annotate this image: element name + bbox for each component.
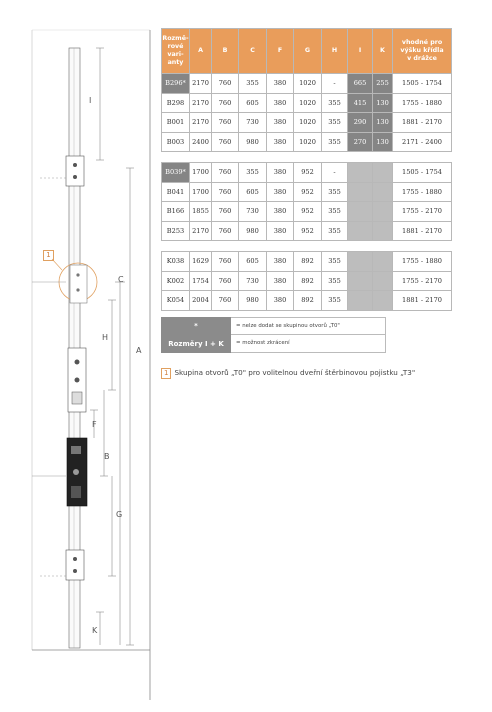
table-cell: 380: [267, 202, 294, 222]
table-cell: 730: [239, 271, 267, 291]
table-header-row: [162, 29, 452, 74]
table-cell: 952: [294, 221, 322, 241]
table-cell: 760: [212, 271, 239, 291]
table-cell: 2170: [190, 93, 212, 113]
table-cell: 380: [267, 132, 294, 152]
table-cell: 760: [212, 221, 239, 241]
table-cell: K038: [162, 252, 190, 272]
table-cell: K002: [162, 271, 190, 291]
callout-marker: 1: [43, 250, 54, 261]
table-cell: [373, 252, 393, 272]
table-cell: [348, 202, 373, 222]
table-row: [162, 271, 452, 291]
table-cell: 1881 - 2170: [393, 221, 452, 241]
legend-key-shortening: Rozměry I + K: [161, 335, 231, 353]
table-cell: [348, 252, 373, 272]
table-header-cell: H: [322, 29, 348, 74]
table-cell: B001: [162, 113, 190, 133]
table-cell: 1020: [294, 74, 322, 94]
table-cell: 760: [212, 113, 239, 133]
table-cell: B296*: [162, 74, 190, 94]
table-cell: 355: [322, 291, 348, 311]
dim-label-i: I: [89, 96, 92, 105]
table-cell: [373, 202, 393, 222]
table-cell: 355: [322, 182, 348, 202]
table-cell: 2170: [190, 74, 212, 94]
table-cell: 380: [267, 182, 294, 202]
dim-label-h: H: [102, 333, 109, 342]
table-cell: 380: [267, 221, 294, 241]
table-cell: [348, 163, 373, 183]
table-cell: B041: [162, 182, 190, 202]
table-cell: 130: [373, 93, 393, 113]
table-cell: 892: [294, 291, 322, 311]
table-cell: 380: [267, 163, 294, 183]
table-cell: 892: [294, 252, 322, 272]
table-cell: 355: [322, 252, 348, 272]
table-cell: 2400: [190, 132, 212, 152]
table-group-gap: [162, 152, 452, 163]
table-row: [162, 221, 452, 241]
table-cell: 2004: [190, 291, 212, 311]
table-cell: 355: [239, 74, 267, 94]
table-cell: 355: [322, 221, 348, 241]
legend: [161, 317, 386, 353]
table-cell: 760: [212, 132, 239, 152]
table-cell: 355: [322, 93, 348, 113]
table-cell: B166: [162, 202, 190, 222]
legend-row-asterisk: [161, 317, 386, 335]
table-cell: 730: [239, 113, 267, 133]
table-cell: 380: [267, 291, 294, 311]
legend-desc-shortening: = možnost zkrácení: [231, 335, 386, 353]
table-cell: 290: [348, 113, 373, 133]
dim-label-b: B: [104, 452, 110, 461]
table-cell: 1755 - 1880: [393, 93, 452, 113]
table-header-cell: vhodné pro výšku křídla v drážce: [393, 29, 452, 74]
table-cell: 380: [267, 252, 294, 272]
table-cell: B003: [162, 132, 190, 152]
table-cell: 760: [212, 163, 239, 183]
lock-drawing: [0, 0, 160, 712]
table-cell: 1700: [190, 182, 212, 202]
table-header-cell: F: [267, 29, 294, 74]
footnote: [161, 368, 415, 379]
footnote-marker: 1: [161, 368, 171, 379]
table-cell: 665: [348, 74, 373, 94]
legend-row-shortening: [161, 335, 386, 353]
dim-label-c: C: [118, 275, 124, 284]
table-cell: 270: [348, 132, 373, 152]
table-cell: 730: [239, 202, 267, 222]
table-cell: 2171 - 2400: [393, 132, 452, 152]
table-cell: 952: [294, 202, 322, 222]
table-cell: 892: [294, 271, 322, 291]
table-cell: [348, 221, 373, 241]
table-row: [162, 182, 452, 202]
table-cell: 2170: [190, 221, 212, 241]
table-cell: 415: [348, 93, 373, 113]
table-row: [162, 163, 452, 183]
table-cell: 1505 - 1754: [393, 163, 452, 183]
table-cell: 1020: [294, 113, 322, 133]
table-cell: [348, 291, 373, 311]
table-row: [162, 252, 452, 272]
table-cell: 1881 - 2170: [393, 291, 452, 311]
table-header-cell: A: [190, 29, 212, 74]
table-cell: 760: [212, 74, 239, 94]
table-cell: [373, 291, 393, 311]
table-cell: 760: [212, 93, 239, 113]
table-cell: 1754: [190, 271, 212, 291]
table-cell: 380: [267, 271, 294, 291]
table-cell: -: [322, 163, 348, 183]
table-cell: 1855: [190, 202, 212, 222]
legend-key-asterisk: *: [161, 317, 231, 335]
table-cell: 1755 - 2170: [393, 271, 452, 291]
table-cell: 255: [373, 74, 393, 94]
table-cell: 355: [239, 163, 267, 183]
table-cell: 380: [267, 93, 294, 113]
table-header-cell: G: [294, 29, 322, 74]
table-cell: B039*: [162, 163, 190, 183]
table-header-cell: C: [239, 29, 267, 74]
table-header-cell: I: [348, 29, 373, 74]
table-cell: [348, 271, 373, 291]
table-header-cell: K: [373, 29, 393, 74]
table-cell: 760: [212, 202, 239, 222]
table-cell: 355: [322, 202, 348, 222]
table-cell: 2170: [190, 113, 212, 133]
table-cell: 130: [373, 132, 393, 152]
table-cell: 980: [239, 291, 267, 311]
gap-cell: [162, 152, 452, 163]
table-cell: 1755 - 2170: [393, 202, 452, 222]
table-group-gap: [162, 241, 452, 252]
table-cell: 1755 - 1880: [393, 252, 452, 272]
table-cell: 980: [239, 132, 267, 152]
table-row: [162, 113, 452, 133]
table-cell: 760: [212, 291, 239, 311]
gap-cell: [162, 241, 452, 252]
table-cell: 760: [212, 252, 239, 272]
table-cell: 355: [322, 271, 348, 291]
table-cell: 1505 - 1754: [393, 74, 452, 94]
table-cell: 1881 - 2170: [393, 113, 452, 133]
table-cell: 1700: [190, 163, 212, 183]
table-row: [162, 291, 452, 311]
table-cell: B253: [162, 221, 190, 241]
dim-label-g: G: [116, 510, 123, 519]
table-cell: [373, 221, 393, 241]
table-cell: 1629: [190, 252, 212, 272]
table-cell: 952: [294, 163, 322, 183]
footnote-text: Skupina otvorů „T0" pro volitelnou dveřní štěrbinovou pojistku „T3": [174, 368, 416, 377]
table-cell: 605: [239, 93, 267, 113]
table-cell: 952: [294, 182, 322, 202]
table-header-cell: B: [212, 29, 239, 74]
table-cell: 355: [322, 132, 348, 152]
table-cell: [373, 182, 393, 202]
table-cell: 980: [239, 221, 267, 241]
table-cell: [348, 182, 373, 202]
dim-label-f: F: [92, 420, 97, 429]
table-cell: 130: [373, 113, 393, 133]
table-cell: 760: [212, 182, 239, 202]
dim-label-a: A: [136, 346, 142, 355]
table-cell: B298: [162, 93, 190, 113]
table-cell: 605: [239, 252, 267, 272]
dimension-table: [161, 28, 452, 311]
table-row: [162, 93, 452, 113]
table-header-cell: Rozmě- rové vari- anty: [162, 29, 190, 74]
table-row: [162, 202, 452, 222]
table-cell: 380: [267, 74, 294, 94]
table-cell: 1020: [294, 93, 322, 113]
table-cell: -: [322, 74, 348, 94]
table-cell: 380: [267, 113, 294, 133]
table-row: [162, 74, 452, 94]
dim-label-k: K: [92, 626, 98, 635]
legend-desc-asterisk: = nelze dodat se skupinou otvorů „T0": [231, 317, 386, 335]
table-cell: [373, 271, 393, 291]
table-cell: 605: [239, 182, 267, 202]
table-cell: 1755 - 1880: [393, 182, 452, 202]
table-row: [162, 132, 452, 152]
table-cell: 1020: [294, 132, 322, 152]
table-cell: [373, 163, 393, 183]
table-cell: 355: [322, 113, 348, 133]
table-cell: K054: [162, 291, 190, 311]
